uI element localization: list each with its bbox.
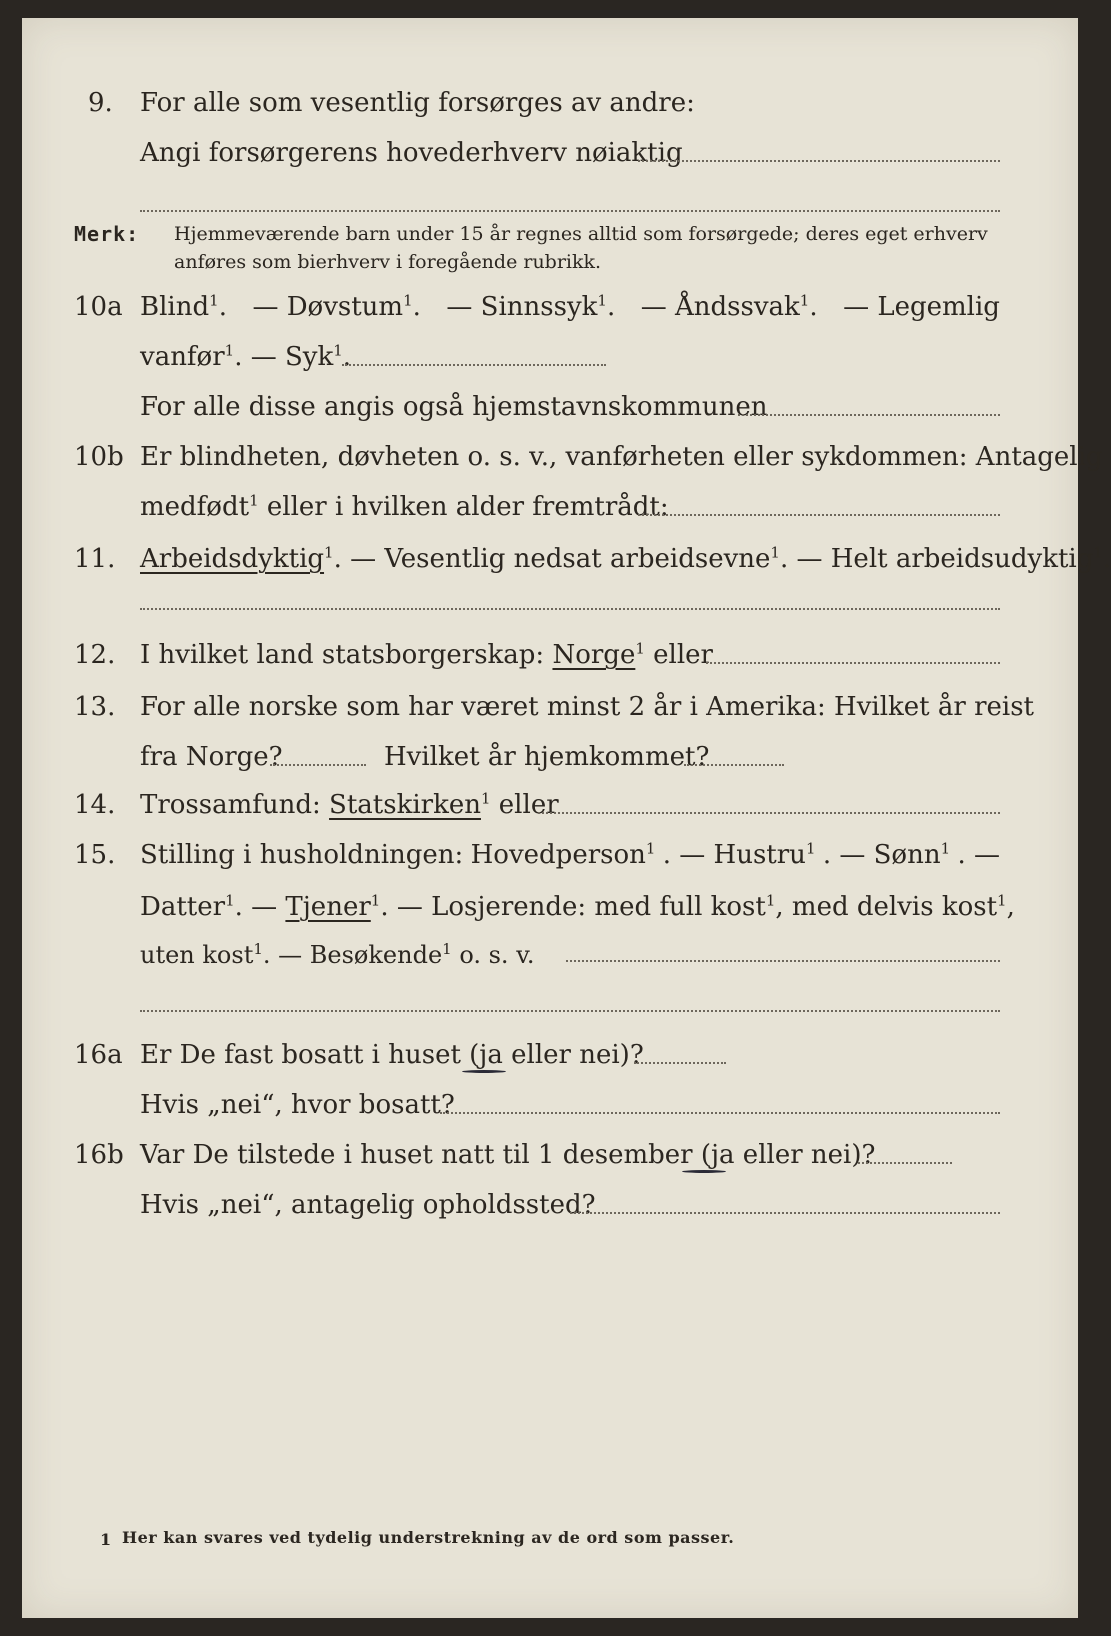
option-dovstum: — Døvstum$^1$. — [252, 291, 421, 322]
merk-line2: anføres som bierhverv i foregående rubrikk. — [174, 251, 602, 273]
q13-reist-line — [270, 764, 366, 766]
q10b-line2: medfødt$^1$ eller i hvilken alder fremtrådt: — [140, 491, 669, 522]
q13-line1: For alle norske som har været minst 2 år i Amerika: Hvilket år reist — [140, 692, 1034, 722]
q10a-number: 10a — [74, 292, 123, 322]
q14-number: 14. — [74, 790, 116, 820]
q11-line: Arbeidsdyktig$^1$. — Vesentlig nedsat arbeidsevne$^1$. — Helt arbeidsudyktig$^1$. — [140, 543, 1111, 574]
merk-label: Merk: — [74, 222, 140, 246]
q16b-opholdssted-line — [570, 1212, 1000, 1214]
q11-number: 11. — [74, 544, 116, 574]
q15-line2: Datter$^1$. — Tjener$^1$. — Losjerende: med full kost$^1$, med delvis kost$^1$, — [140, 891, 1015, 922]
census-form-page — [22, 18, 1111, 1618]
q16a-number: 16a — [74, 1040, 123, 1070]
handwritten-underline-ja-16b — [682, 1170, 726, 1173]
q16b-number: 16b — [74, 1140, 124, 1170]
q10a-answer-line — [342, 364, 606, 366]
option-hovedperson: Hovedperson$^1$ — [470, 839, 656, 870]
q10b-number: 10b — [74, 442, 124, 472]
handwritten-underline-ja-16a — [462, 1070, 506, 1073]
option-blind: Blind$^1$. — [140, 291, 227, 322]
q13-line2a: fra Norge? — [140, 742, 283, 772]
q16b-answer-line — [858, 1162, 952, 1164]
option-sonn: . — Sønn$^1$ — [822, 839, 951, 870]
q9-line1: For alle som vesentlig forsørges av andre: — [140, 88, 695, 118]
option-statskirken: Statskirken — [329, 790, 481, 820]
q16a-bosatt-line — [440, 1112, 1000, 1114]
q13-line2b: Hvilket år hjemkommet? — [384, 742, 710, 772]
q9-answer-line — [638, 160, 1000, 162]
option-norge: Norge — [552, 640, 636, 670]
q15-line3: uten kost$^1$. — Besøkende$^1$ o. s. v. — [140, 940, 535, 969]
q13-number: 13. — [74, 692, 116, 722]
option-legemlig: — Legemlig — [843, 292, 1000, 322]
q14-line: Trossamfund: Statskirken$^1$ eller — [140, 789, 559, 820]
q16b-line2: Hvis „nei“, antagelig opholdssted? — [140, 1190, 596, 1220]
q16a-line2: Hvis „nei“, hvor bosatt? — [140, 1090, 455, 1120]
q14-answer-line — [538, 812, 1000, 814]
q16b-line1: Var De tilstede i huset natt til 1 desember (ja eller nei)? — [140, 1140, 876, 1170]
q15-answer-line-2 — [140, 1010, 1000, 1012]
footnote-mark: 1 — [100, 1530, 112, 1549]
q13-hjemkommet-line — [684, 764, 784, 766]
option-arbeidsdyktig: Arbeidsdyktig — [140, 544, 325, 574]
q15-answer-line — [566, 960, 1000, 962]
q11-answer-line — [140, 608, 1000, 610]
q9-line2: Angi forsørgerens hovederhverv nøiaktig — [140, 138, 683, 168]
q15-number: 15. — [74, 840, 116, 870]
q10a-line3: For alle disse angis også hjemstavnskommunen — [140, 392, 768, 422]
option-andssvak: — Åndssvak$^1$. — [640, 291, 818, 322]
option-hustru: . — Hustru$^1$ — [662, 839, 816, 870]
q15-line1: Stilling i husholdningen: Hovedperson$^1$ . — Hustru$^1$ . — Sønn$^1$ . — — [140, 839, 1000, 870]
q16a-answer-line — [634, 1062, 726, 1064]
q10b-answer-line — [638, 514, 1000, 516]
footnote-text: Her kan svares ved tydelig understrekning av de ord som passer. — [122, 1528, 735, 1547]
q10b-line1: Er blindheten, døvheten o. s. v., vanførheten eller sykdommen: Antagelig — [140, 442, 1103, 472]
q10a-line2: vanfør$^1$. — Syk$^1$. — [140, 341, 352, 372]
option-tjener: Tjener — [285, 892, 371, 922]
q10a-hometown-line — [738, 414, 1000, 416]
q16a-line1: Er De fast bosatt i huset (ja eller nei)? — [140, 1040, 644, 1070]
q12-number: 12. — [74, 640, 116, 670]
q9-answer-line-2 — [140, 210, 1000, 212]
q12-line: I hvilket land statsborgerskap: Norge$^1$ eller — [140, 639, 713, 670]
q12-answer-line — [706, 662, 1000, 664]
option-sinnssyk: — Sinnssyk$^1$. — [446, 291, 616, 322]
q9-number: 9. — [88, 88, 113, 118]
q10a-line1 — [140, 292, 1000, 322]
merk-line1: Hjemmeværende barn under 15 år regnes alltid som forsørgede; deres eget erhverv — [174, 223, 988, 245]
